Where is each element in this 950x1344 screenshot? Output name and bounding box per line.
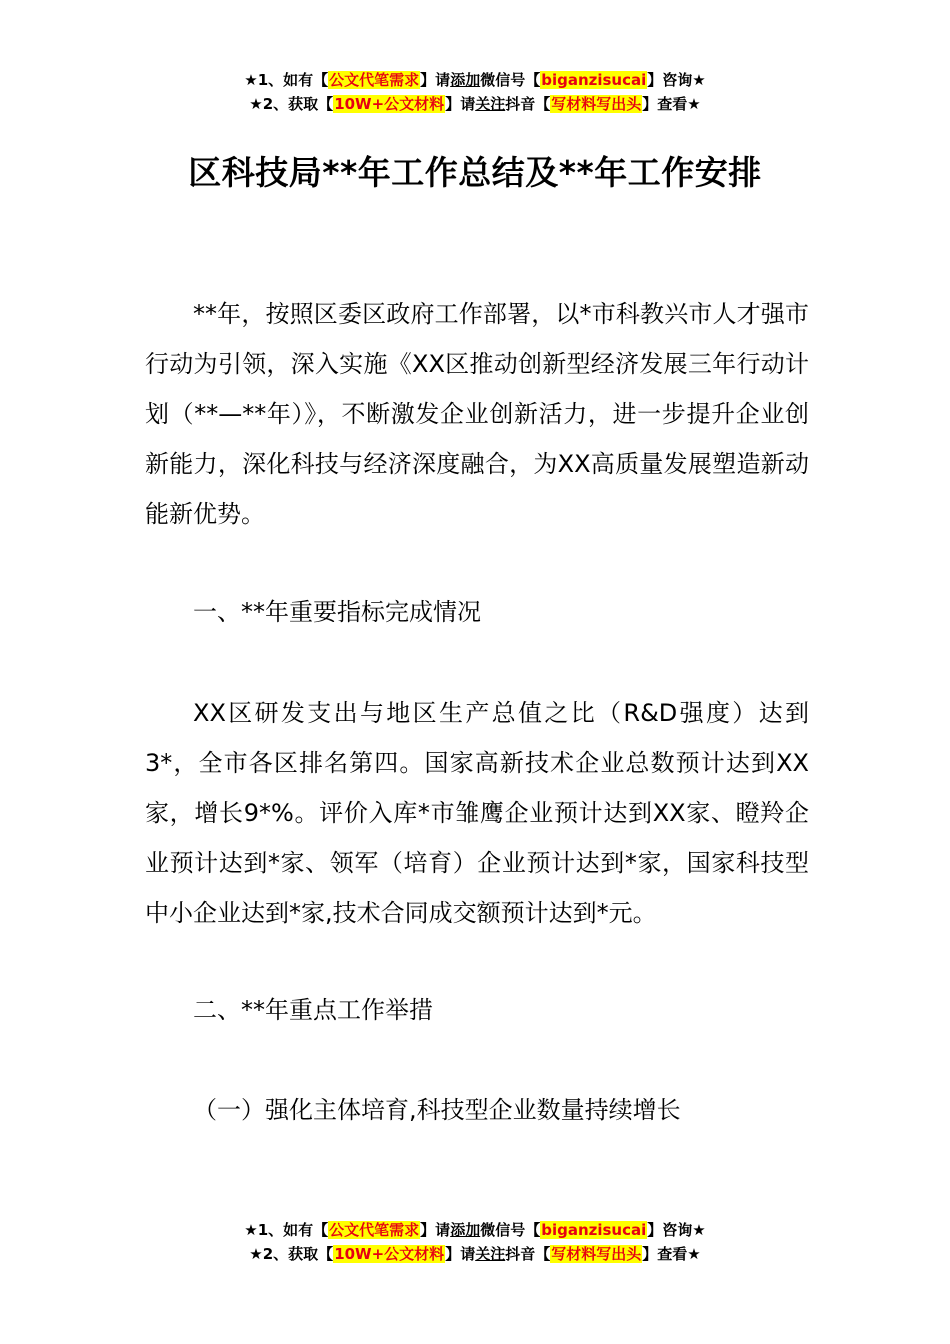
footer-highlight-materials: 10W+公文材料 xyxy=(334,1245,445,1263)
banner-line-1: ★1、如有【公文代笔需求】请添加微信号【biganzisucai】咨询★ xyxy=(244,71,706,89)
highlight-materials: 10W+公文材料 xyxy=(334,95,445,113)
footer-highlight-service: 公文代笔需求 xyxy=(329,1221,420,1239)
footer-banner-line-2: ★2、获取【10W+公文材料】请关注抖音【写材料写出头】查看★ xyxy=(249,1245,701,1263)
highlight-douyin: 写材料写出头 xyxy=(551,95,642,113)
subsection-1-heading: （一）强化主体培育,科技型企业数量持续增长 xyxy=(193,1096,681,1124)
section-2-heading: 二、**年重点工作举措 xyxy=(193,996,433,1024)
section-1-paragraph: XX区研发支出与地区生产总值之比（R&D强度）达到3*，全市各区排名第四。国家高新技术企业总数预计达到XX家，增长9*%。评价入库*市雏鹰企业预计达到XX家、瞪羚企业预计达到*家、领军（培育）企业预计达到*家，国家科技型中小企业达到*家,技术合同成交额预计达到*元。 xyxy=(145,699,809,927)
footer-banner xyxy=(0,1218,950,1266)
footer-banner-line-1: ★1、如有【公文代笔需求】请添加微信号【biganzisucai】咨询★ xyxy=(244,1221,706,1239)
highlight-service: 公文代笔需求 xyxy=(329,71,420,89)
document-title: 区科技局**年工作总结及**年工作安排 xyxy=(188,153,762,192)
banner-line-2: ★2、获取【10W+公文材料】请关注抖音【写材料写出头】查看★ xyxy=(249,95,701,113)
footer-highlight-wechat-id: biganzisucai xyxy=(541,1221,647,1239)
section-1-heading: 一、**年重要指标完成情况 xyxy=(193,598,481,626)
intro-paragraph: **年，按照区委区政府工作部署，以*市科教兴市人才强市行动为引领，深入实施《XX区推动创新型经济发展三年行动计划（**—**年）》，不断激发企业创新活力，进一步提升企业创新能力，深化科技与经济深度融合，为XX高质量发展塑造新动能新优势。 xyxy=(145,300,809,528)
footer-highlight-douyin: 写材料写出头 xyxy=(551,1245,642,1263)
header-banner xyxy=(0,68,950,116)
highlight-wechat-id: biganzisucai xyxy=(541,71,647,89)
